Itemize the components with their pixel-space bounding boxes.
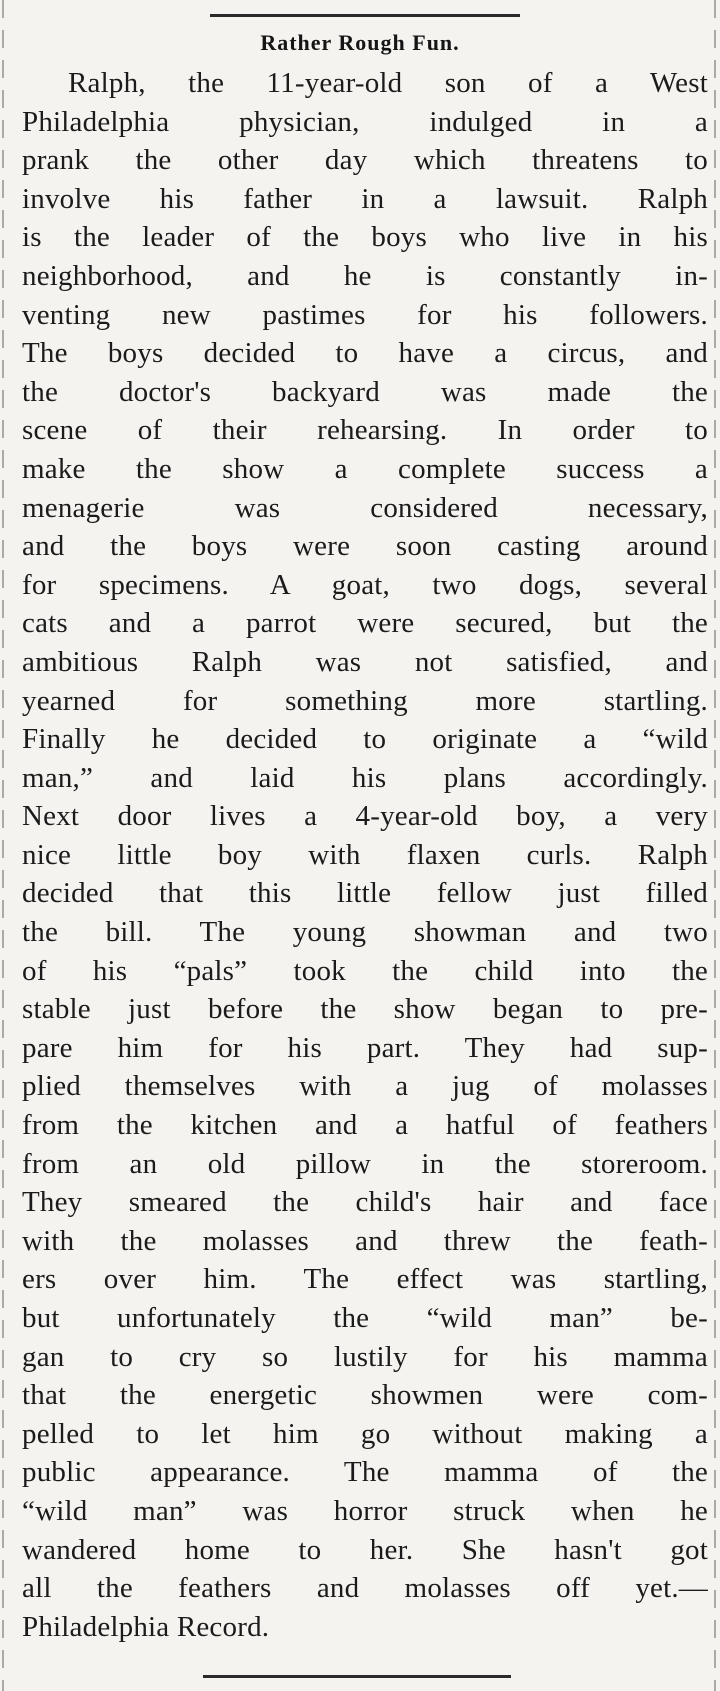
article-text-line: ambitious Ralph was not satisfied, and	[22, 645, 708, 678]
article-text-line: of his “pals” took the child into the	[22, 954, 708, 987]
bottom-divider-rule	[203, 1675, 511, 1678]
article-text-line: from the kitchen and a hatful of feathers	[22, 1109, 708, 1142]
column-edge-right	[714, 0, 716, 1691]
article-text-line: with the molasses and threw the feath-	[22, 1224, 708, 1257]
column-edge-left	[2, 0, 4, 1691]
article-text-line: Philadelphia Record.	[22, 1610, 270, 1643]
article-text-line: pelled to let him go without making a	[22, 1417, 708, 1450]
article-text-line: plied themselves with a jug of molasses	[22, 1070, 708, 1103]
article-text-line: that the energetic showmen were com-	[22, 1379, 708, 1412]
article-text-line: prank the other day which threatens to	[22, 144, 708, 177]
article-text-line: venting new pastimes for his followers.	[22, 298, 708, 331]
article-body	[22, 64, 708, 1646]
article-text-line: They smeared the child's hair and face	[22, 1186, 708, 1219]
article-text-line: neighborhood, and he is constantly in-	[22, 259, 708, 292]
article-text-line: all the feathers and molasses off yet.—	[22, 1572, 708, 1605]
article-text-line: but unfortunately the “wild man” be-	[22, 1302, 708, 1334]
article-text-line: the bill. The young showman and two	[22, 916, 708, 949]
article-text-line: man,” and laid his plans accordingly.	[22, 761, 708, 794]
article-text-line: make the show a complete success a	[22, 452, 708, 485]
article-text-line: ers over him. The effect was startling,	[22, 1263, 708, 1296]
article-text-line: pare him for his part. They had sup-	[22, 1031, 708, 1064]
article-text-line: Finally he decided to originate a “wild	[22, 723, 708, 756]
article-text-line: Next door lives a 4-year-old boy, a very	[22, 800, 708, 833]
article-text-line: public appearance. The mamma of the	[22, 1456, 708, 1489]
article-text-line: and the boys were soon casting around	[22, 530, 708, 563]
article-text-line: menagerie was considered necessary,	[22, 491, 708, 524]
top-divider-rule	[210, 14, 520, 17]
article-text-line: Ralph, the 11-year-old son of a West	[68, 67, 708, 99]
article-text-line: “wild man” was horror struck when he	[22, 1494, 708, 1527]
article-text-line: Philadelphia physician, indulged in a	[22, 105, 708, 138]
article-text-line: the doctor's backyard was made the	[22, 375, 708, 408]
article-text-line: nice little boy with flaxen curls. Ralph	[22, 838, 708, 871]
article-text-line: gan to cry so lustily for his mamma	[22, 1340, 708, 1373]
article-text-line: stable just before the show began to pre-	[22, 993, 708, 1026]
article-headline: Rather Rough Fun.	[260, 30, 460, 55]
article-text-line: decided that this little fellow just filled	[22, 877, 708, 910]
article-text-line: is the leader of the boys who live in his	[22, 221, 708, 254]
article-text-line: scene of their rehearsing. In order to	[22, 414, 708, 447]
article-text-line: cats and a parrot were secured, but the	[22, 607, 708, 640]
article-text-line: yearned for something more startling.	[22, 684, 708, 717]
article-text-line: The boys decided to have a circus, and	[22, 337, 708, 370]
article-text-line: wandered home to her. She hasn't got	[22, 1533, 708, 1566]
article-text-line: involve his father in a lawsuit. Ralph	[22, 182, 708, 215]
article-text-line: for specimens. A goat, two dogs, several	[22, 568, 708, 601]
article-text-line: from an old pillow in the storeroom.	[22, 1147, 708, 1180]
